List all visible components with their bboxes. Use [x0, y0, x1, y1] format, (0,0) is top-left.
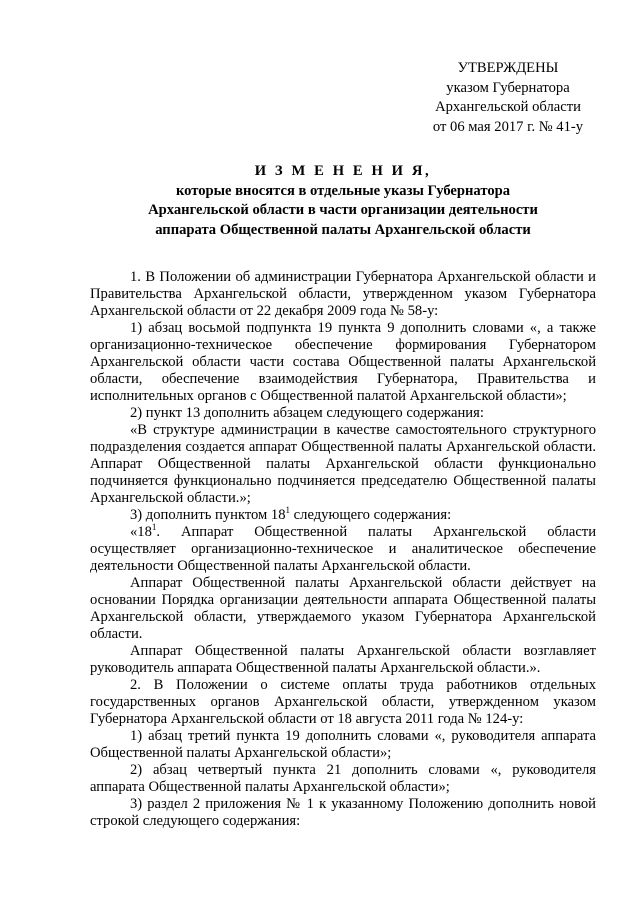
approval-line-approved: УТВЕРЖДЕНЫ: [457, 60, 559, 76]
paragraph-2: 1) абзац восьмой подпункта 19 пункта 9 дополнить словами «, а также организационно-техническое обеспечение формирования Губернатором Архангельской области части состава Общественной палаты Архангельской области, обеспечение взаимодействия Губернатора, Правительства и исполнительных органов с Общественной палатой Архангельской области»;: [90, 320, 596, 404]
document-body: [90, 269, 596, 830]
approval-line-region: Архангельской области: [435, 99, 581, 115]
paragraph-1: 1. В Положении об администрации Губернатора Архангельской области и Правительства Архангельской области, утвержденном указом Губернатора Архангельской области от 22 декабря 2009 года № 58-у:: [90, 269, 596, 319]
paragraph-4: «В структуре администрации в качестве самостоятельного структурного подразделения создается аппарат Общественной палаты Архангельской области. Аппарат Общественной палаты Архангельской области функционально подчиняется функционально подчиняется председателю Общественной палаты Архангельской области.»;: [90, 422, 596, 506]
paragraph-5: [90, 507, 596, 524]
approval-block: [413, 59, 603, 137]
paragraph-6-text: «18: [130, 524, 152, 540]
paragraph-7: Аппарат Общественной палаты Архангельской области действует на основании Порядка организации деятельности аппарата Общественной палаты Архангельской области, утверждаемого указом Губернатора Архангельской области.: [90, 575, 596, 642]
paragraph-9: 2. В Положении о системе оплаты труда работников отдельных государственных органов Архангельской области, утвержденном указом Губернатора Архангельской области от 18 августа 2011 года № 124-у:: [90, 677, 596, 727]
paragraph-8: Аппарат Общественной палаты Архангельской области возглавляет руководитель аппарата Общественной палаты Архангельской области.».: [90, 643, 596, 676]
paragraph-5-tail: следующего содержания:: [290, 507, 452, 523]
paragraph-3: 2) пункт 13 дополнить абзацем следующего содержания:: [130, 405, 484, 421]
approval-line-decree: указом Губернатора: [446, 79, 570, 96]
title-subline-1: которые вносятся в отдельные указы Губернатора: [175, 182, 511, 199]
paragraph-11: 2) абзац четвертый пункта 21 дополнить словами «, руководителя аппарата Общественной палаты Архангельской области»;: [90, 762, 596, 795]
document-title: [90, 162, 596, 240]
superscript: 1: [151, 522, 157, 533]
approval-line-date: от 06 мая 2017 г. № 41-у: [432, 118, 584, 135]
superscript: 1: [285, 505, 291, 516]
title-heading: И З М Е Н Е Н И Я,: [254, 163, 432, 179]
title-subline-2: Архангельской области в части организации деятельности: [148, 202, 538, 218]
paragraph-12: 3) раздел 2 приложения № 1 к указанному Положению дополнить новой строкой следующего содержания:: [90, 796, 596, 829]
paragraph-10: 1) абзац третий пункта 19 дополнить словами «, руководителя аппарата Общественной палаты Архангельской области»;: [90, 728, 596, 761]
paragraph-5-text: 3) дополнить пунктом 18: [130, 507, 286, 523]
title-subline-3: аппарата Общественной палаты Архангельской области: [155, 221, 531, 238]
paragraph-6-tail: . Аппарат Общественной палаты Архангельской области осуществляет организационно-техническое и аналитическое обеспечение деятельности Общественной палаты Архангельской области.: [90, 524, 596, 574]
paragraph-6: [90, 524, 596, 575]
